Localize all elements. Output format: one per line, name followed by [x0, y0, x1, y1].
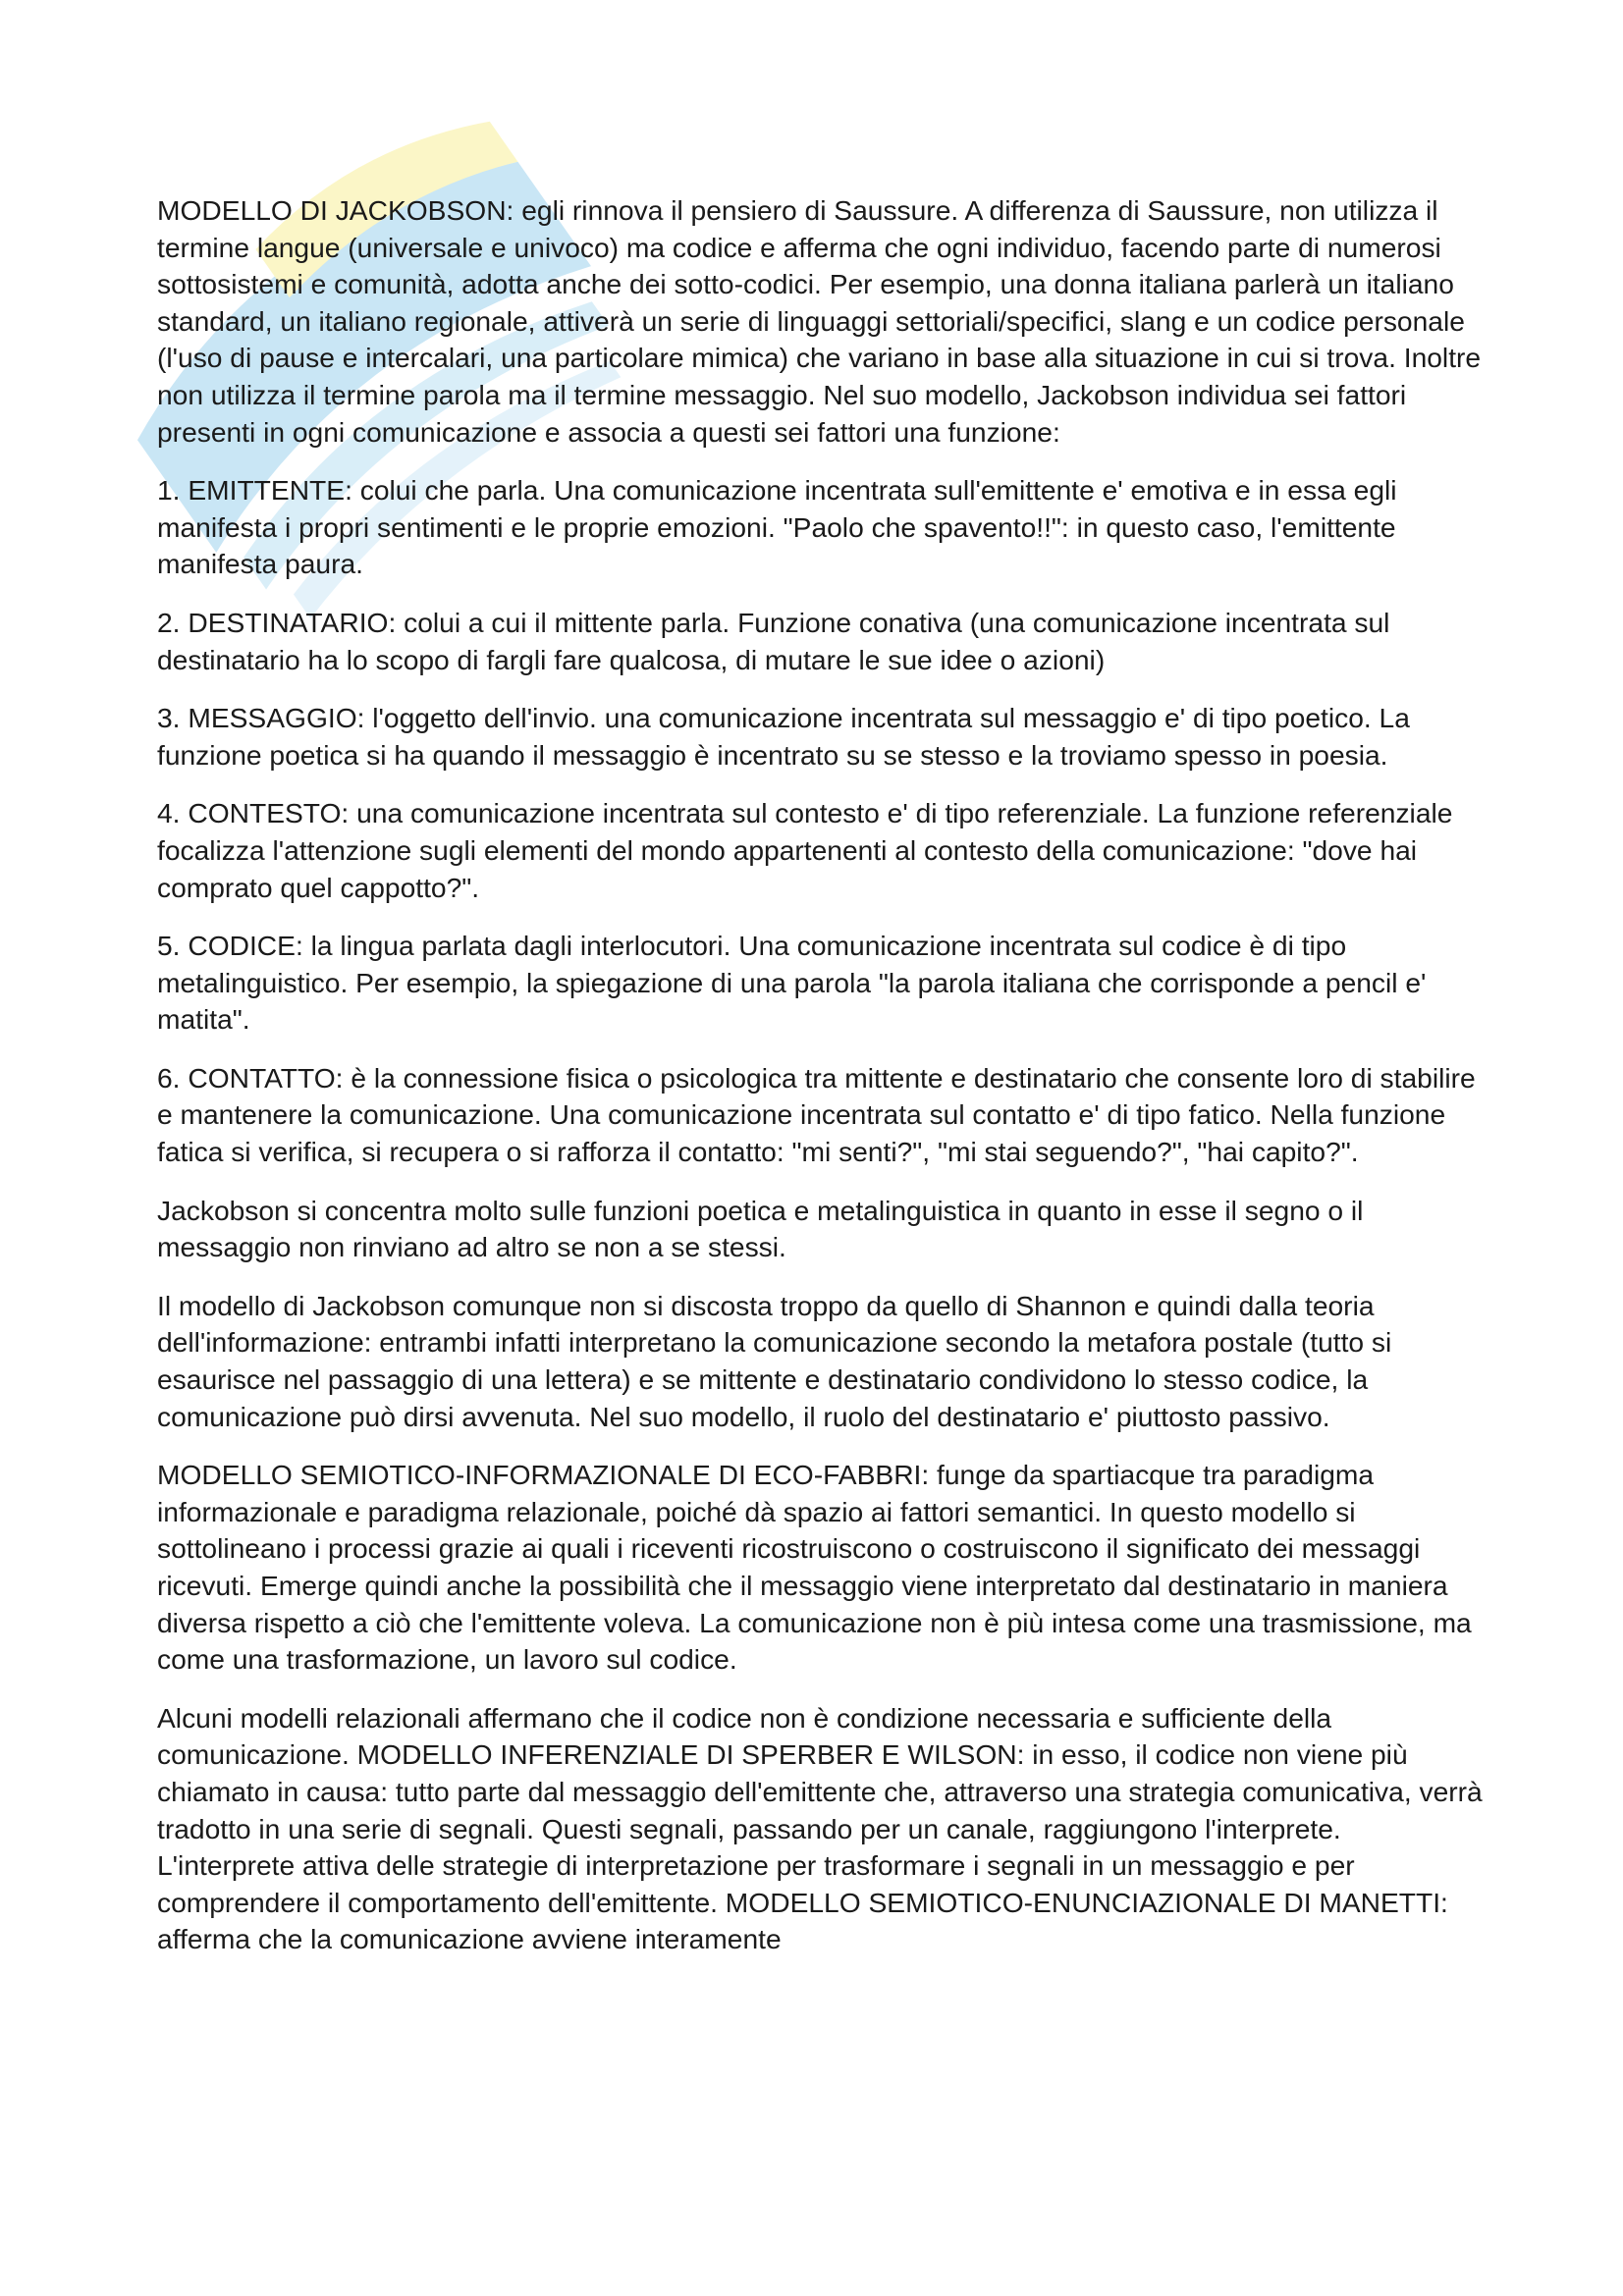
paragraph-contesto: 4. CONTESTO: una comunicazione incentrata sul contesto e' di tipo referenziale. La funzione referenziale focalizza l'attenzione sugli elementi del mondo appartenenti al contesto della comunicazione: "dove hai comprato quel cappotto?". — [157, 797, 1453, 903]
paragraph-destinatario: 2. DESTINATARIO: colui a cui il mittente parla. Funzione conativa (una comunicazione incentrata sul destinatario ha lo scopo di fargli fare qualcosa, di mutare le sue idee o azioni) — [157, 606, 1390, 675]
paragraph-messaggio: 3. MESSAGGIO: l'oggetto dell'invio. una comunicazione incentrata sul messaggio e' di tipo poetico. La funzione poetica si ha quando il messaggio è incentrato su se stesso e la troviamo spesso in poesia. — [157, 702, 1410, 771]
paragraph-funzioni-poetica: Jackobson si concentra molto sulle funzioni poetica e metalinguistica in quanto in esse il segno o il messaggio non rinviano ad altro se non a se stessi. — [157, 1194, 1364, 1263]
paragraph-emittente: 1. EMITTENTE: colui che parla. Una comunicazione incentrata sull'emittente e' emotiva e in essa egli manifesta i propri sentimenti e le proprie emozioni. "Paolo che spavento!!": in questo caso, l'emittente manifesta paura. — [157, 474, 1397, 580]
paragraph-eco-fabbri: MODELLO SEMIOTICO-INFORMAZIONALE DI ECO-FABBRI: funge da spartiacque tra paradigma informazionale e paradigma relazionale, poiché dà spazio ai fattori semantici. In questo modello si sottolineano i processi grazie ai quali i riceventi ricostruiscono o costruiscono il significato dei messaggi ricevuti. Emerge quindi anche la possibilità che il messaggio viene interpretato dal destinatario in maniera diversa rispetto a ciò che l'emittente voleva. La comunicazione non è più intesa come una trasmissione, ma come una trasformazione, un lavoro sul codice. — [157, 1459, 1472, 1676]
paragraph-shannon: Il modello di Jackobson comunque non si discosta troppo da quello di Shannon e quindi dalla teoria dell'informazione: entrambi infatti interpretano la comunicazione secondo la metafora postale (tutto si esaurisce nel passaggio di una lettera) e se mittente e destinatario condividono lo stesso codice, la comunicazione può dirsi avvenuta. Nel suo modello, il ruolo del destinatario e' piuttosto passivo. — [157, 1289, 1392, 1432]
paragraph-contatto: 6. CONTATTO: è la connessione fisica o psicologica tra mittente e destinatario che consente loro di stabilire e mantenere la comunicazione. Una comunicazione incentrata sul contatto e' di tipo fatico. Nella funzione fatica si verifica, si recupera o si rafforza il contatto: "mi senti?", "mi stai seguendo?", "hai capito?". — [157, 1061, 1476, 1168]
paragraph-codice: 5. CODICE: la lingua parlata dagli interlocutori. Una comunicazione incentrata sul codice è di tipo metalinguistico. Per esempio, la spiegazione di una parola "la parola italiana che corrisponde a pencil e' matita". — [157, 930, 1427, 1036]
document-body — [157, 192, 1483, 1980]
paragraph-jackobson-intro: MODELLO DI JACKOBSON: egli rinnova il pensiero di Saussure. A differenza di Saussure, non utilizza il termine langue (universale e univoco) ma codice e afferma che ogni individuo, facendo parte di numerosi sottosistemi e comunità, adotta anche dei sotto-codici. Per esempio, una donna italiana parlerà un italiano standard, un italiano regionale, attiverà un serie di linguaggi settoriali/specifici, slang e un codice personale (l'uso di pause e intercalari, una particolare mimica) che variano in base alla situazione in cui si trova. Inoltre non utilizza il termine parola ma il termine messaggio. Nel suo modello, Jackobson individua sei fattori presenti in ogni comunicazione e associa a questi sei fattori una funzione: — [157, 194, 1482, 448]
paragraph-modelli-relazionali: Alcuni modelli relazionali affermano che il codice non è condizione necessaria e sufficiente della comunicazione. MODELLO INFERENZIALE DI SPERBER E WILSON: in esso, il codice non viene più chiamato in causa: tutto parte dal messaggio dell'emittente che, attraverso una strategia comunicativa, verrà tradotto in una serie di segnali. Questi segnali, passando per un canale, raggiungono l'interprete. L'interprete attiva delle strategie di interpretazione per trasformare i segnali in un messaggio e per comprendere il comportamento dell'emittente. MODELLO SEMIOTICO-ENUNCIAZIONALE DI MANETTI: afferma che la comunicazione avviene interamente — [157, 1701, 1483, 1955]
